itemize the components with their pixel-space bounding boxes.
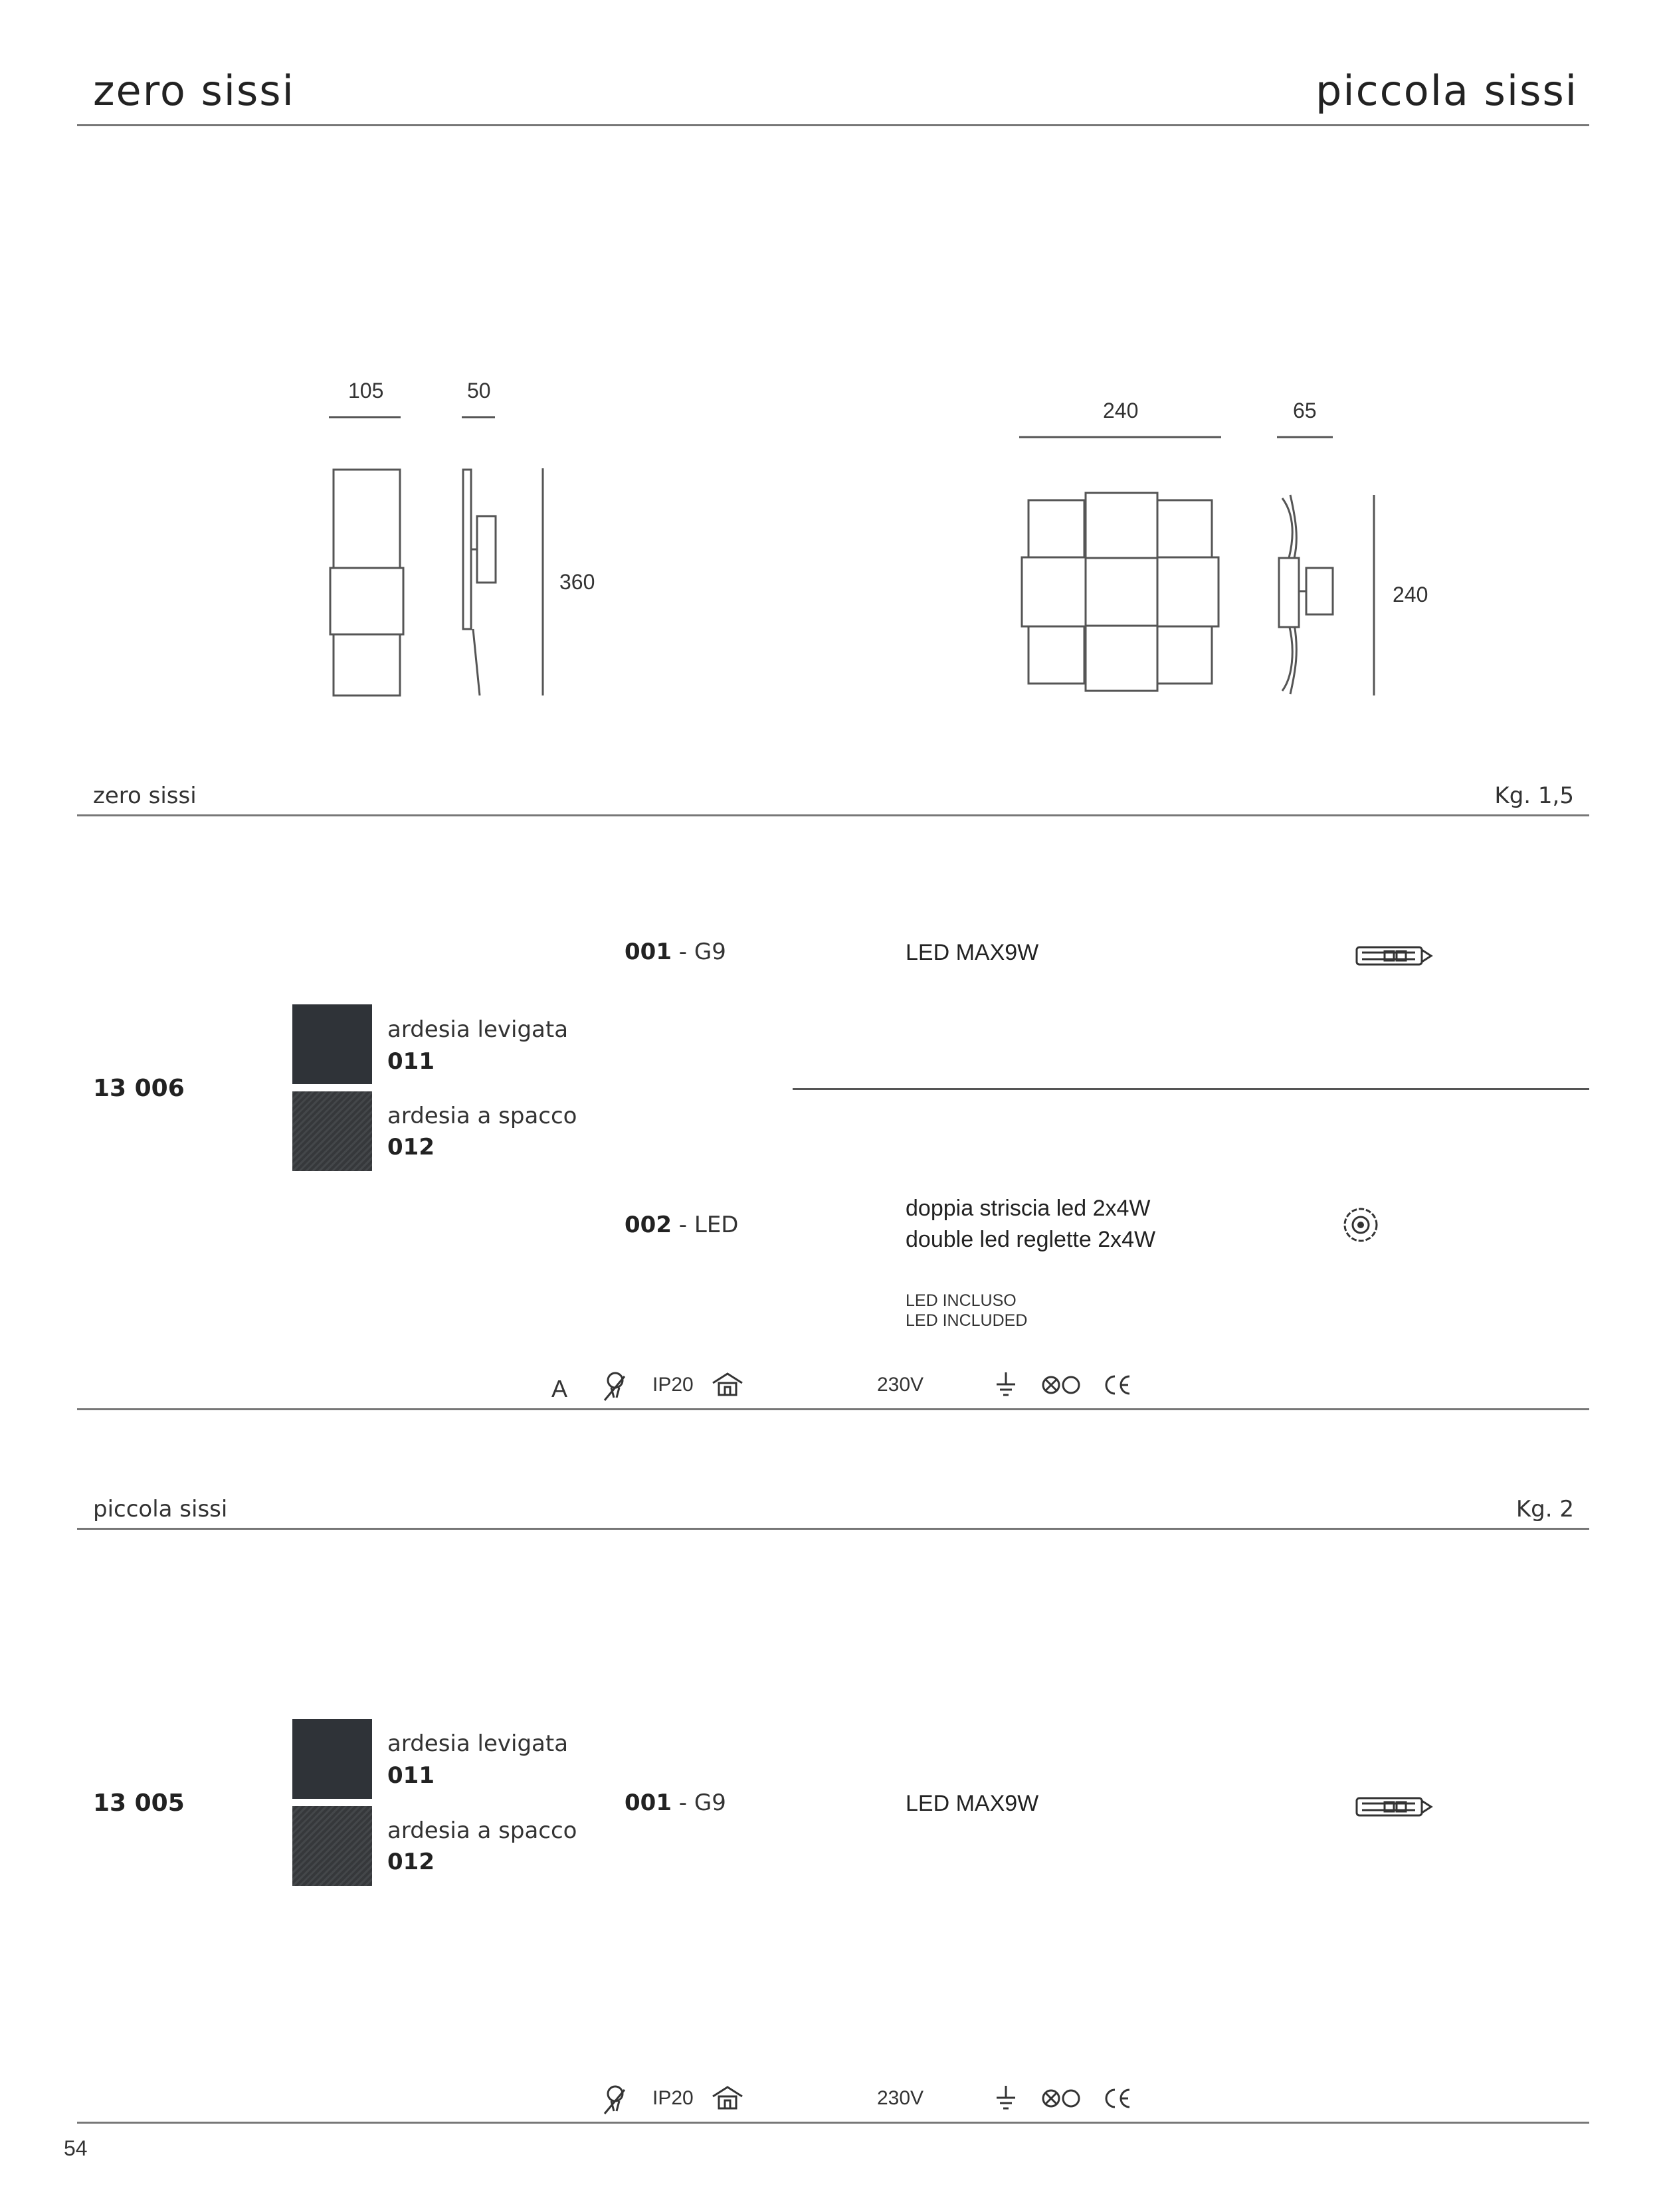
indoor-use-icon bbox=[711, 1371, 744, 1398]
section-end-rule-zero bbox=[77, 1408, 1589, 1410]
section-weight-zero: Kg. 1,5 bbox=[1494, 783, 1574, 809]
zero-depth-dim: 50 bbox=[467, 379, 491, 403]
finish-code: 012 bbox=[387, 1849, 435, 1875]
finish-code: 011 bbox=[387, 1762, 435, 1789]
ip-rating: IP20 bbox=[652, 1374, 694, 1396]
finish-swatch-levigata bbox=[292, 1719, 372, 1799]
led-note-line1: LED INCLUSO bbox=[906, 1291, 1017, 1310]
earth-ground-icon bbox=[994, 2084, 1018, 2111]
section-rule-piccola bbox=[77, 1528, 1589, 1530]
section-end-rule-piccola bbox=[77, 2122, 1589, 2124]
zero-width-dim: 105 bbox=[348, 379, 384, 403]
g9-bulb-icon bbox=[1355, 943, 1435, 970]
piccola-height-dim: 240 bbox=[1393, 583, 1428, 606]
finish-swatch-levigata bbox=[292, 1004, 372, 1084]
indoor-use-icon bbox=[711, 2084, 744, 2111]
finish-name: ardesia a spacco bbox=[387, 1103, 577, 1129]
article-code: 13 006 bbox=[93, 1075, 185, 1102]
zero-height-dim: 360 bbox=[559, 570, 595, 594]
piccola-side-view bbox=[1277, 437, 1374, 695]
technical-drawings bbox=[0, 359, 1659, 717]
dimmable-icon bbox=[1040, 1374, 1083, 1396]
ce-mark-icon bbox=[1103, 1374, 1132, 1396]
section-title-piccola: piccola sissi bbox=[93, 1496, 228, 1522]
voltage: 230V bbox=[877, 1374, 924, 1396]
piccola-width-dim: 240 bbox=[1103, 399, 1139, 422]
variant-001: 001 - G9 bbox=[625, 1790, 726, 1816]
variant-divider bbox=[793, 1088, 1589, 1090]
zero-side-view bbox=[462, 417, 543, 695]
voltage: 230V bbox=[877, 2087, 924, 2109]
earth-ground-icon bbox=[994, 1371, 1018, 1398]
g9-bulb-icon bbox=[1355, 1794, 1435, 1821]
finish-swatch-spacco bbox=[292, 1806, 372, 1886]
finish-name: ardesia levigata bbox=[387, 1016, 569, 1043]
lamp-spec-line2: double led reglette 2x4W bbox=[906, 1227, 1156, 1252]
energy-class: A bbox=[551, 1375, 568, 1402]
variant-002: 002 - LED bbox=[625, 1212, 739, 1238]
finish-name: ardesia levigata bbox=[387, 1730, 569, 1757]
header-rule bbox=[77, 124, 1589, 126]
section-rule-zero bbox=[77, 814, 1589, 816]
header-right-title: piccola sissi bbox=[1316, 66, 1578, 115]
section-title-zero: zero sissi bbox=[93, 783, 197, 809]
finish-code: 012 bbox=[387, 1134, 435, 1160]
lamp-spec: LED MAX9W bbox=[906, 1791, 1039, 1816]
lamp-spec: LED MAX9W bbox=[906, 940, 1039, 965]
class-2-bulb-icon bbox=[602, 1371, 629, 1402]
section-weight-piccola: Kg. 2 bbox=[1515, 1496, 1574, 1522]
finish-swatch-spacco bbox=[292, 1091, 372, 1171]
dimmable-icon bbox=[1040, 2087, 1083, 2110]
lamp-spec-line1: doppia striscia led 2x4W bbox=[906, 1196, 1151, 1221]
finish-code: 011 bbox=[387, 1048, 435, 1075]
led-module-icon bbox=[1339, 1204, 1382, 1246]
ip-rating: IP20 bbox=[652, 2087, 694, 2109]
header-left-title: zero sissi bbox=[93, 66, 295, 115]
led-note-line2: LED INCLUDED bbox=[906, 1311, 1028, 1330]
variant-001: 001 - G9 bbox=[625, 939, 726, 965]
piccola-front-view bbox=[1019, 437, 1221, 691]
article-code: 13 005 bbox=[93, 1790, 185, 1817]
ce-mark-icon bbox=[1103, 2087, 1132, 2110]
finish-name: ardesia a spacco bbox=[387, 1817, 577, 1844]
class-2-bulb-icon bbox=[602, 2084, 629, 2115]
zero-front-view bbox=[329, 417, 403, 695]
page-number: 54 bbox=[64, 2136, 88, 2160]
piccola-depth-dim: 65 bbox=[1293, 399, 1317, 422]
